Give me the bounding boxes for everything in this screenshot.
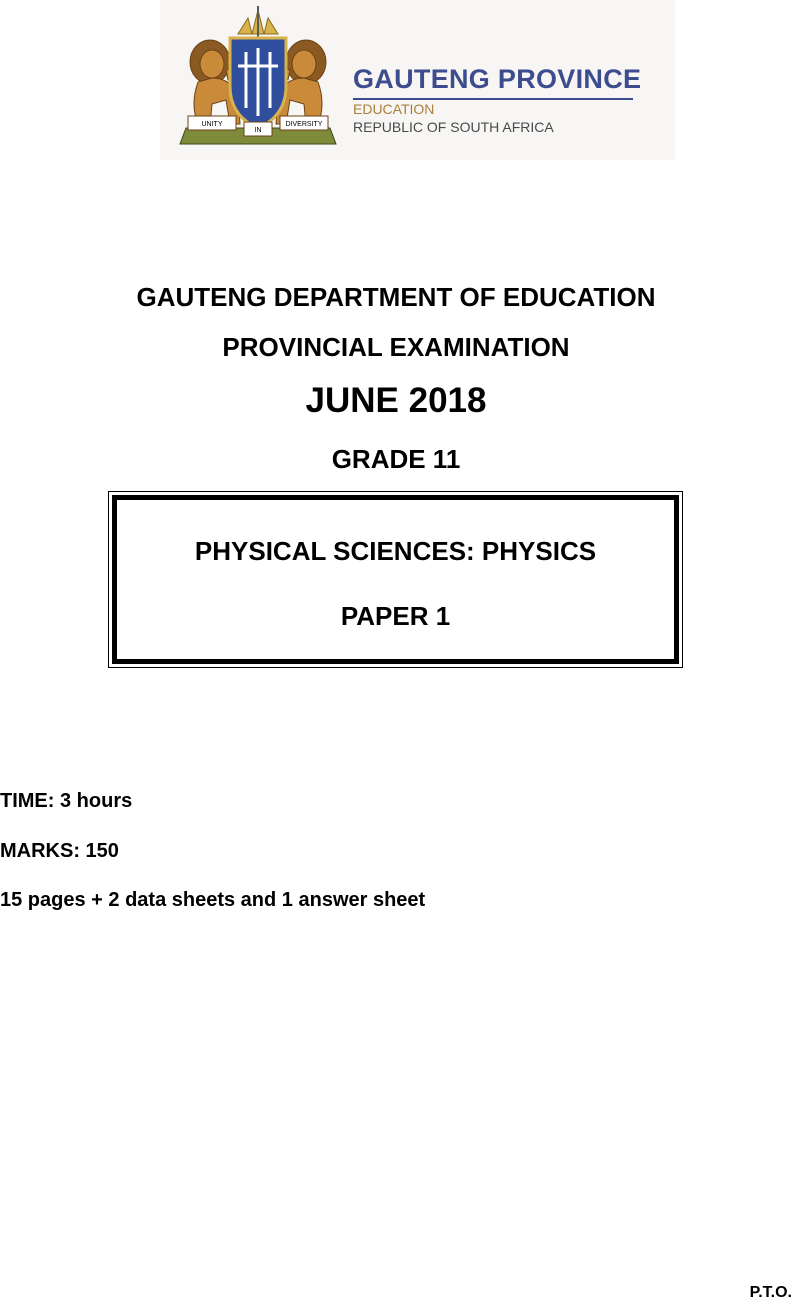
provincial-logo [160,0,675,160]
logo-divider [353,98,633,100]
coat-of-arms-icon [168,4,348,154]
pages-info: 15 pages + 2 data sheets and 1 answer sheet [0,889,426,911]
grade-label: GRADE 11 [331,444,461,474]
logo-subtitle-education: EDUCATION [353,101,435,117]
exam-date: JUNE 2018 [305,381,487,420]
logo-title: GAUTENG PROVINCE [353,64,642,94]
motto-word-2: IN [254,127,262,134]
marks-info: MARKS: 150 [0,840,119,862]
exam-title: PROVINCIAL EXAMINATION [222,332,570,362]
paper-label: PAPER 1 [340,601,451,631]
logo-subtitle-country: REPUBLIC OF SOUTH AFRICA [353,119,554,135]
time-info: TIME: 3 hours [0,790,133,812]
motto-word-3: DIVERSITY [285,121,323,128]
subject-title: PHYSICAL SCIENCES: PHYSICS [194,536,597,566]
subject-box-inner [112,495,679,664]
department-title: GAUTENG DEPARTMENT OF EDUCATION [136,282,656,312]
pto-label: P.T.O. [749,1284,792,1301]
motto-word-1: UNITY [201,121,223,128]
subject-box [108,491,683,668]
